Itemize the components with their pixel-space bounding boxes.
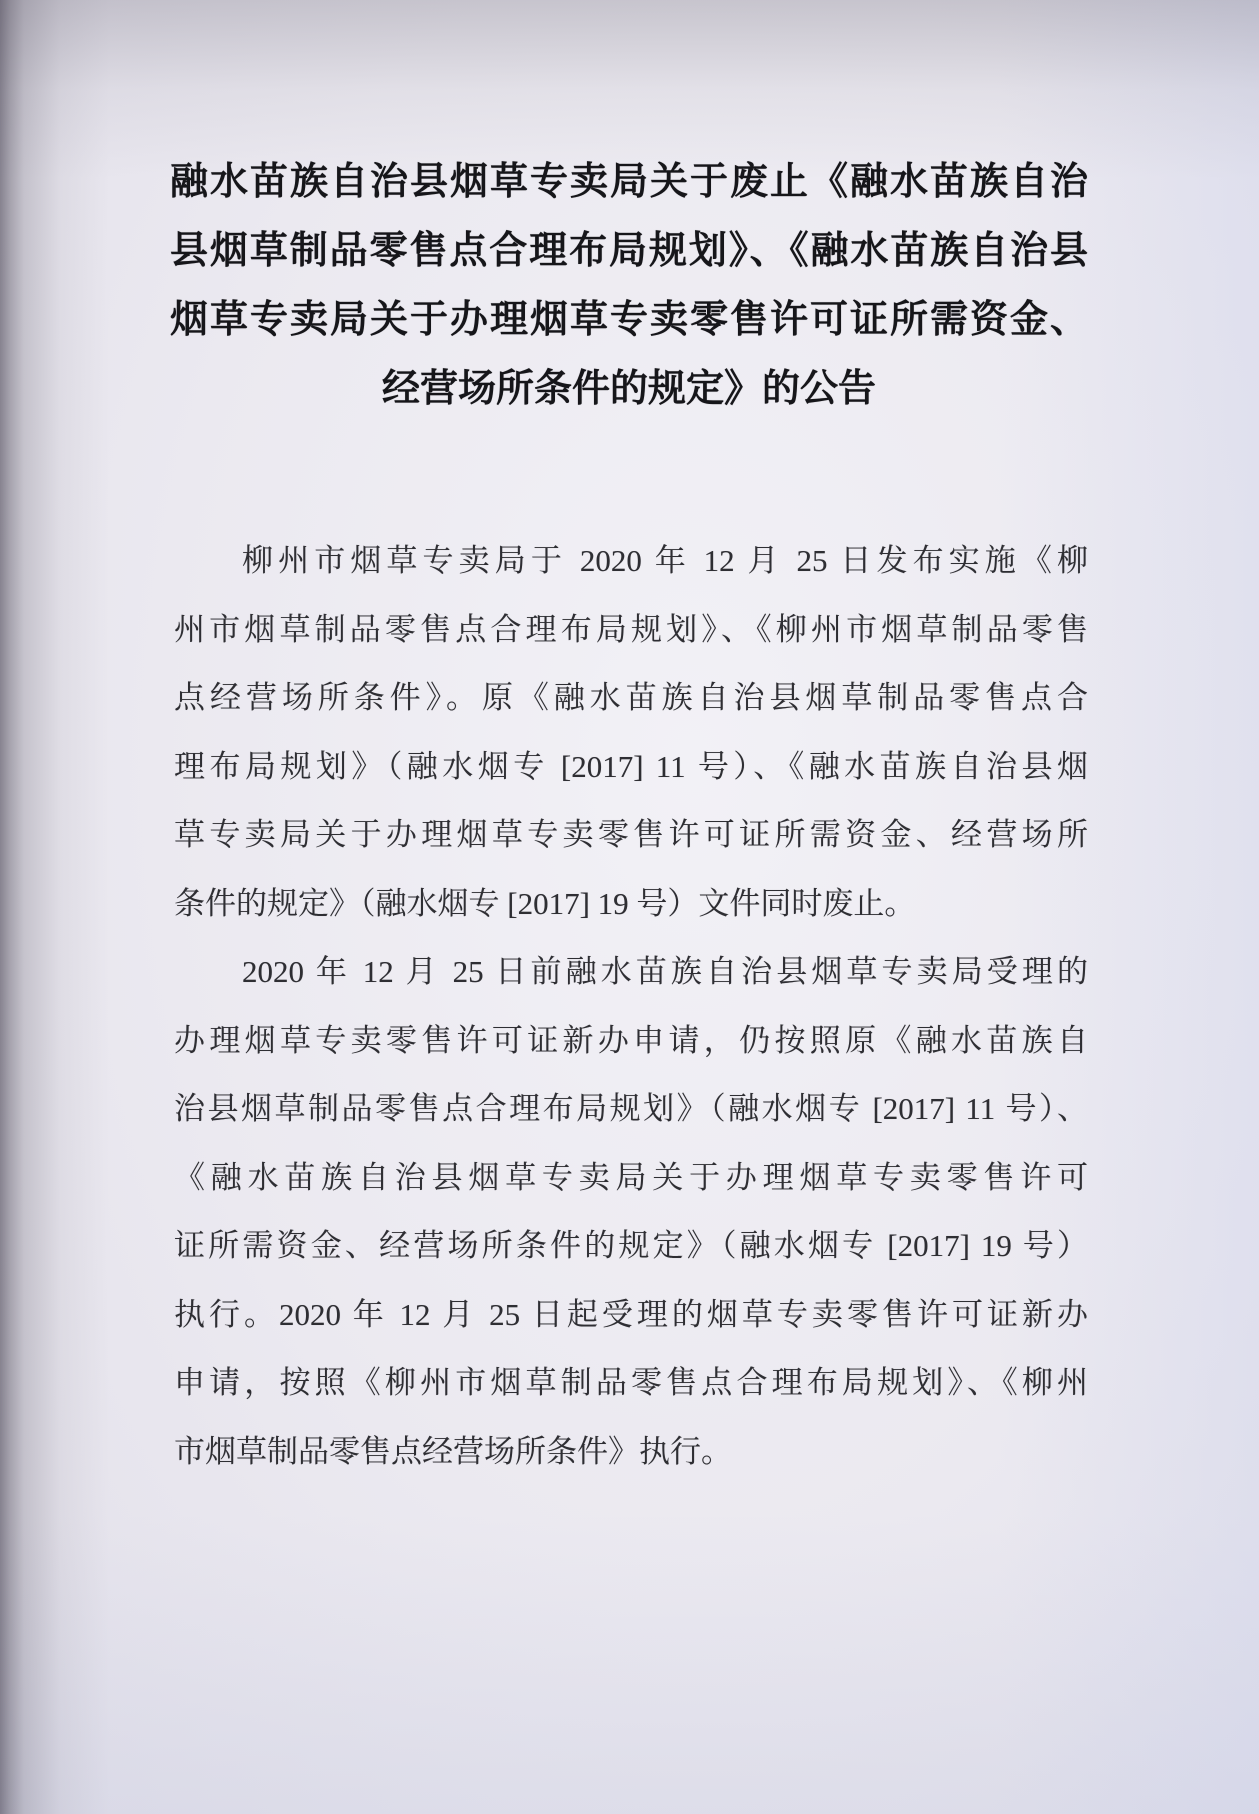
body-line: 条件的规定》（融水烟专 [2017] 19 号）文件同时废止。 bbox=[174, 885, 916, 921]
body-line: 办理烟草专卖零售许可证新办申请，仍按照原《融水苗族自 bbox=[174, 1022, 1088, 1058]
body-line: 点经营场所条件》。原《融水苗族自治县烟草制品零售点合 bbox=[174, 680, 1088, 715]
document-body bbox=[174, 527, 1088, 1486]
body-line: 市烟草制品零售点经营场所条件》执行。 bbox=[174, 1433, 732, 1469]
body-line: 申请，按照《柳州市烟草制品零售点合理布局规划》、《柳州 bbox=[174, 1365, 1088, 1400]
body-line: 执行。2020 年 12 月 25 日起受理的烟草专卖零售许可证新办 bbox=[174, 1296, 1088, 1332]
title-line: 经营场所条件的规定》的公告 bbox=[381, 366, 876, 410]
document-title bbox=[170, 147, 1088, 423]
body-line: 《融水苗族自治县烟草专卖局关于办理烟草专卖零售许可 bbox=[174, 1159, 1088, 1195]
body-line: 证所需资金、经营场所条件的规定》（融水烟专 [2017] 19 号） bbox=[174, 1228, 1088, 1263]
body-line: 州市烟草制品零售点合理布局规划》、《柳州市烟草制品零售 bbox=[174, 611, 1088, 647]
body-line: 草专卖局关于办理烟草专卖零售许可证所需资金、经营场所 bbox=[174, 817, 1088, 852]
body-line: 2020 年 12 月 25 日前融水苗族自治县烟草专卖局受理的 bbox=[242, 954, 1088, 989]
title-line: 烟草专卖局关于办理烟草专卖零售许可证所需资金、 bbox=[170, 297, 1088, 341]
body-line: 理布局规划》（融水烟专 [2017] 11 号）、《融水苗族自治县烟 bbox=[174, 748, 1088, 784]
body-line: 柳州市烟草专卖局于 2020 年 12 月 25 日发布实施《柳 bbox=[242, 543, 1088, 578]
body-line: 治县烟草制品零售点合理布局规划》（融水烟专 [2017] 11 号）、 bbox=[174, 1091, 1088, 1126]
title-line: 县烟草制品零售点合理布局规划》、《融水苗族自治县 bbox=[170, 228, 1088, 272]
paragraph bbox=[174, 938, 1088, 1486]
title-line: 融水苗族自治县烟草专卖局关于废止《融水苗族自治 bbox=[170, 159, 1088, 203]
paragraph bbox=[174, 527, 1088, 938]
